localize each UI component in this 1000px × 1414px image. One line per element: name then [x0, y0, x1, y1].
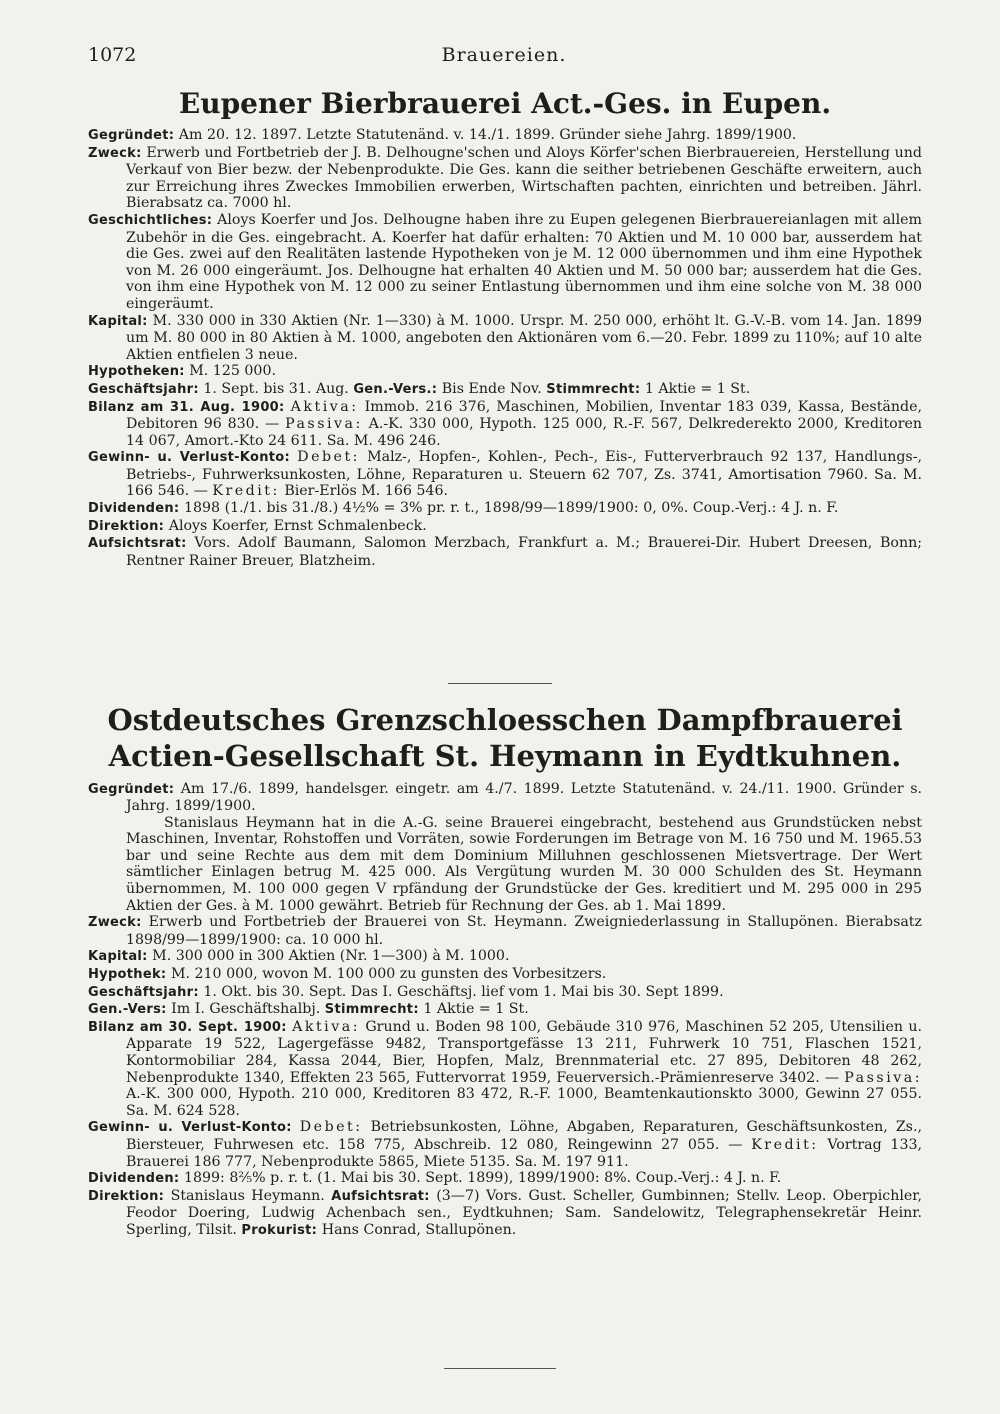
page-header [88, 44, 920, 72]
entry-title: Ostdeutsches Grenzschloesschen Dampfbrauerei Actien-Gesellschaft St. Heymann in Eydtkuhnen. [107, 703, 903, 774]
general-meeting-label: Gen.-Vers: [88, 1002, 167, 1018]
end-divider [444, 1368, 556, 1369]
dividends-text: 1899: 8⅖% p. r. t. (1. Mai bis 30. Sept. 1899), 1899/1900: 8%. Coup.-Verj.: 4 J. n. F. [183, 1170, 782, 1187]
mortgages-label: Hypotheken: [88, 364, 185, 380]
management-text: Stanislaus Heymann. [170, 1187, 325, 1204]
profit-loss-paragraph [88, 1119, 922, 1170]
capital-paragraph [88, 948, 922, 966]
credit-label: Kredit: [751, 1136, 819, 1153]
founded-paragraph [88, 781, 922, 815]
management-paragraph [88, 518, 922, 536]
balance-paragraph [88, 1019, 922, 1120]
purpose-text: Erwerb und Fortbetrieb der J. B. Delhougne'schen und Aloys Körfer'schen Bierbrauereien, Herstellung und Verkauf von Bier bezw. der Nebenprodukte. Die Ges. kann die seither betriebenen Geschäfte erweitern, auch zur Erreichung ihres Zweckes Immobilien erwerben, Wirtschaften pachten, einrichten und betreiben. Jährl. Bierabsatz ca. 7000 hl. [126, 144, 923, 212]
purpose-label: Zweck: [88, 145, 142, 161]
supervisory-board-paragraph [88, 535, 922, 569]
credit-text: Vortrag 133, Brauerei 186 777, Nebenprodukte 5865, Miete 5135. Sa. M. 197 911. [126, 1136, 923, 1170]
mortgages-paragraph [88, 363, 922, 381]
voting-right-text: 1 Aktie = 1 St. [644, 380, 751, 397]
authorized-officer-label: Prokurist: [241, 1222, 318, 1238]
dividends-text: 1898 (1./1. bis 31./8.) 4½% = 3% pr. r. t., 1898/99—1899/1900: 0, 0%. Coup.-Verj.: 4 J. n. F. [183, 500, 839, 517]
capital-text: M. 300 000 in 300 Aktien (Nr. 1—300) à M. 1000. [152, 948, 510, 965]
credit-text: Bier-Erlös M. 166 546. [284, 483, 448, 500]
general-meeting-label: Gen.-Vers.: [353, 381, 438, 397]
balance-assets-text: Immob. 216 376, Maschinen, Mobilien, Inventar 183 039, Kassa, Bestände, Debitoren 96 830. — [126, 398, 922, 433]
capital-text: M. 330 000 in 330 Aktien (Nr. 1—330) à M. 1000. Urspr. M. 250 000, erhöht lt. G.-V.-B. vom 14. Jan. 1899 um M. 80 000 in 80 Aktien à M. 1000, angeboten den Aktionären vom 6.—20. Febr. 1899 zu 110%; auf 10 alte Aktien entfielen 3 neue. [126, 312, 922, 363]
supervisory-board-label: Aufsichtsrat: [88, 536, 187, 552]
history-text: Aloys Koerfer und Jos. Delhougne haben ihre zu Eupen gelegenen Bierbrauereianlagen mit allem Zubehör in die Ges. eingebracht. A. Koerfer hat dafür erhalten: 70 Aktien und M. 10 000 bar, ausserdem hat die Ges. zwei auf den Realitäten lastende Hypotheken von je M. 12 000 übernommen und ihm eine Hypothek von M. 26 000 eingeräumt. Jos. Delhougne hat erhalten 40 Aktien und M. 50 000 bar; ausserdem hat die Ges. von ihm eine Hypothek von M. 12 000 zu seiner Entlastung übernommen und ihm eine solche von M. 38 000 eingeräumt. [126, 211, 922, 312]
mortgages-text: M. 125 000. [189, 363, 276, 380]
balance-liabilities-label: Passiva: [285, 416, 363, 433]
founded-text: Am 17./6. 1899, handelsger. eingetr. am 4./7. 1899. Letzte Statutenänd. v. 24./11. 1900. Gründer s. Jahrg. 1899/1900. [126, 780, 922, 815]
founded-paragraph [88, 127, 922, 145]
general-meeting-paragraph [88, 1001, 922, 1019]
debit-text: Malz-, Hopfen-, Kohlen-, Pech-, Eis-, Futterverbrauch 92 137, Handlungs-, Betriebs-, Fuhrwerksunkosten, Löhne, Reparaturen u. Steuern 62 707, Zs. 3741, Amortisation 7960. Sa. M. 166 546. — [126, 449, 923, 500]
founded-text: Am 20. 12. 1897. Letzte Statutenänd. v. 14./1. 1899. Gründer siehe Jahrg. 1899/1900. [178, 127, 797, 143]
balance-assets-label: Aktiva: [292, 1018, 360, 1035]
debit-label: Debet: [297, 449, 360, 466]
fiscal-year-paragraph [88, 984, 922, 1002]
purpose-text: Erwerb und Fortbetrieb der Brauerei von St. Heymann. Zweigniederlassung in Stallupönen. Bierabsatz 1898/99—1899/1900: ca. 10 000 hl. [126, 914, 922, 948]
mortgage-label: Hypothek: [88, 967, 167, 983]
authorized-officer-text: Hans Conrad, Stallupönen. [321, 1221, 517, 1238]
founded-label: Gegründet: [88, 128, 175, 143]
management-text: Aloys Koerfer, Ernst Schmalenbeck. [168, 517, 427, 534]
credit-label: Kredit: [212, 483, 280, 500]
purpose-paragraph [88, 914, 922, 948]
supervisory-board-text: Vors. Adolf Baumann, Salomon Merzbach, Frankfurt a. M.; Brauerei-Dir. Hubert Dreesen, Bonn; Rentner Rainer Breuer, Blatzheim. [126, 535, 922, 569]
supervisory-board-label: Aufsichtsrat: [331, 1188, 430, 1204]
balance-assets-text: Grund u. Boden 98 100, Gebäude 310 976, Maschinen 52 205, Utensilien u. Apparate 19 522, Lagergefässe 9482, Transportgefässe 13 211, Fuhrwerk 10 751, Flaschen 1521, Kontormobiliar 284, Kassa 2044, Bier, Hopfen, Malz, Brennmaterial etc. 27 895, Debitoren 48 262, Nebenprodukte 1340, Effekten 23 565, Futtervorrat 1959, Feuerversich.-Prämienreserve 3402. — [126, 1018, 922, 1086]
management-label: Direktion: [88, 518, 165, 534]
history-paragraph [88, 212, 922, 313]
general-meeting-text: Bis Ende Nov. [441, 380, 542, 397]
debit-label: Debet: [299, 1119, 363, 1136]
debit-text: Betriebsunkosten, Löhne, Abgaben, Reparaturen, Geschäftsunkosten, Zs., Biersteuer, Fuhrwesen etc. 158 775, Abschreib. 12 080, Reingewinn 27 055. — [126, 1119, 922, 1153]
profit-loss-label: Gewinn- u. Verlust-Konto: [88, 1120, 292, 1136]
balance-liabilities-label: Passiva: [844, 1069, 922, 1086]
founded-label: Gegründet: [88, 781, 175, 797]
voting-right-label: Stimmrecht: [324, 1002, 419, 1018]
profit-loss-label: Gewinn- u. Verlust-Konto: [88, 450, 290, 466]
supervisory-board-text: (3—7) Vors. Gust. Scheller, Gumbinnen; Stellv. Leop. Oberpichler, Feodor Doering, Ludwig Achenbach sen., Eydtkuhnen; Sam. Sandelowitz, Telegraphensekretär Heinr. Sperling, Tilsit. [126, 1187, 923, 1238]
balance-label: Bilanz am 30. Sept. 1900: [88, 1019, 287, 1035]
dividends-label: Dividenden: [88, 501, 180, 517]
purpose-paragraph [88, 145, 922, 212]
running-head: Brauereien. [441, 44, 567, 66]
balance-liabilities-text: A.-K. 300 000, Hypoth. 210 000, Kreditoren 83 472, R.-F. 1000, Beamtenkautionskto 3000, Gewinn 27 055. Sa. M. 624 528. [126, 1086, 922, 1119]
fiscal-year-label: Geschäftsjahr: [88, 984, 199, 1000]
company-entry-grenzschloesschen [88, 702, 922, 1240]
balance-assets-label: Aktiva: [290, 398, 359, 415]
general-meeting-text: Im I. Geschäftshalbj. [171, 1001, 321, 1018]
intro-paragraph: Stanislaus Heymann hat in die A.-G. seine Brauerei eingebracht, bestehend aus Grundstücken nebst Maschinen, Inventar, Rohstoffen und Vorräten, sowie Forderungen im Betrage von M. 16 750 und M. 1965.53 bar und seine Rechte aus dem mit dem Dominium Milluhnen geschlossenen Mietsvertrage. Der Wert sämtlicher Einlagen betrug M. 425 000. Als Vergütung wurden M. 30 000 Schulden des St. Heymann übernommen, M. 100 000 gegen V rpfändung der Grundstücke der Ges. kreditiert und M. 295 000 in 295 Aktien der Ges. à M. 1000 gewährt. Betrieb für Rechnung der Ges. ab 1. Mai 1899. [126, 814, 922, 914]
balance-liabilities-text: A.-K. 330 000, Hypoth. 125 000, R.-F. 567, Delkrederekto 2000, Kreditoren 14 067, Amort.-Kto 24 611. Sa. M. 496 246. [126, 416, 923, 449]
capital-paragraph [88, 313, 922, 364]
management-label: Direktion: [88, 1188, 165, 1204]
entry-title: Eupener Bierbrauerei Act.-Ges. in Eupen. [178, 87, 832, 120]
profit-loss-paragraph [88, 449, 922, 500]
fiscal-year-text: 1. Sept. bis 31. Aug. [203, 380, 349, 397]
balance-paragraph [88, 399, 922, 450]
history-label: Geschichtliches: [88, 212, 213, 228]
page-number: 1072 [88, 44, 137, 66]
section-divider [448, 683, 552, 684]
mortgage-paragraph [88, 966, 922, 984]
company-entry-eupener [88, 86, 922, 569]
management-paragraph [88, 1188, 922, 1240]
fiscal-year-paragraph [88, 381, 922, 399]
fiscal-year-text: 1. Okt. bis 30. Sept. Das I. Geschäftsj. lief vom 1. Mai bis 30. Sept 1899. [203, 983, 724, 1000]
capital-label: Kapital: [88, 949, 148, 965]
voting-right-label: Stimmrecht: [546, 381, 641, 397]
dividends-paragraph [88, 1170, 922, 1188]
purpose-label: Zweck: [88, 915, 142, 931]
mortgage-text: M. 210 000, wovon M. 100 000 zu gunsten des Vorbesitzers. [170, 966, 607, 983]
voting-right-text: 1 Aktie = 1 St. [423, 1001, 529, 1018]
fiscal-year-label: Geschäftsjahr: [88, 381, 199, 397]
dividends-paragraph [88, 500, 922, 518]
balance-label: Bilanz am 31. Aug. 1900: [88, 399, 285, 415]
dividends-label: Dividenden: [88, 1171, 180, 1187]
capital-label: Kapital: [88, 313, 148, 329]
